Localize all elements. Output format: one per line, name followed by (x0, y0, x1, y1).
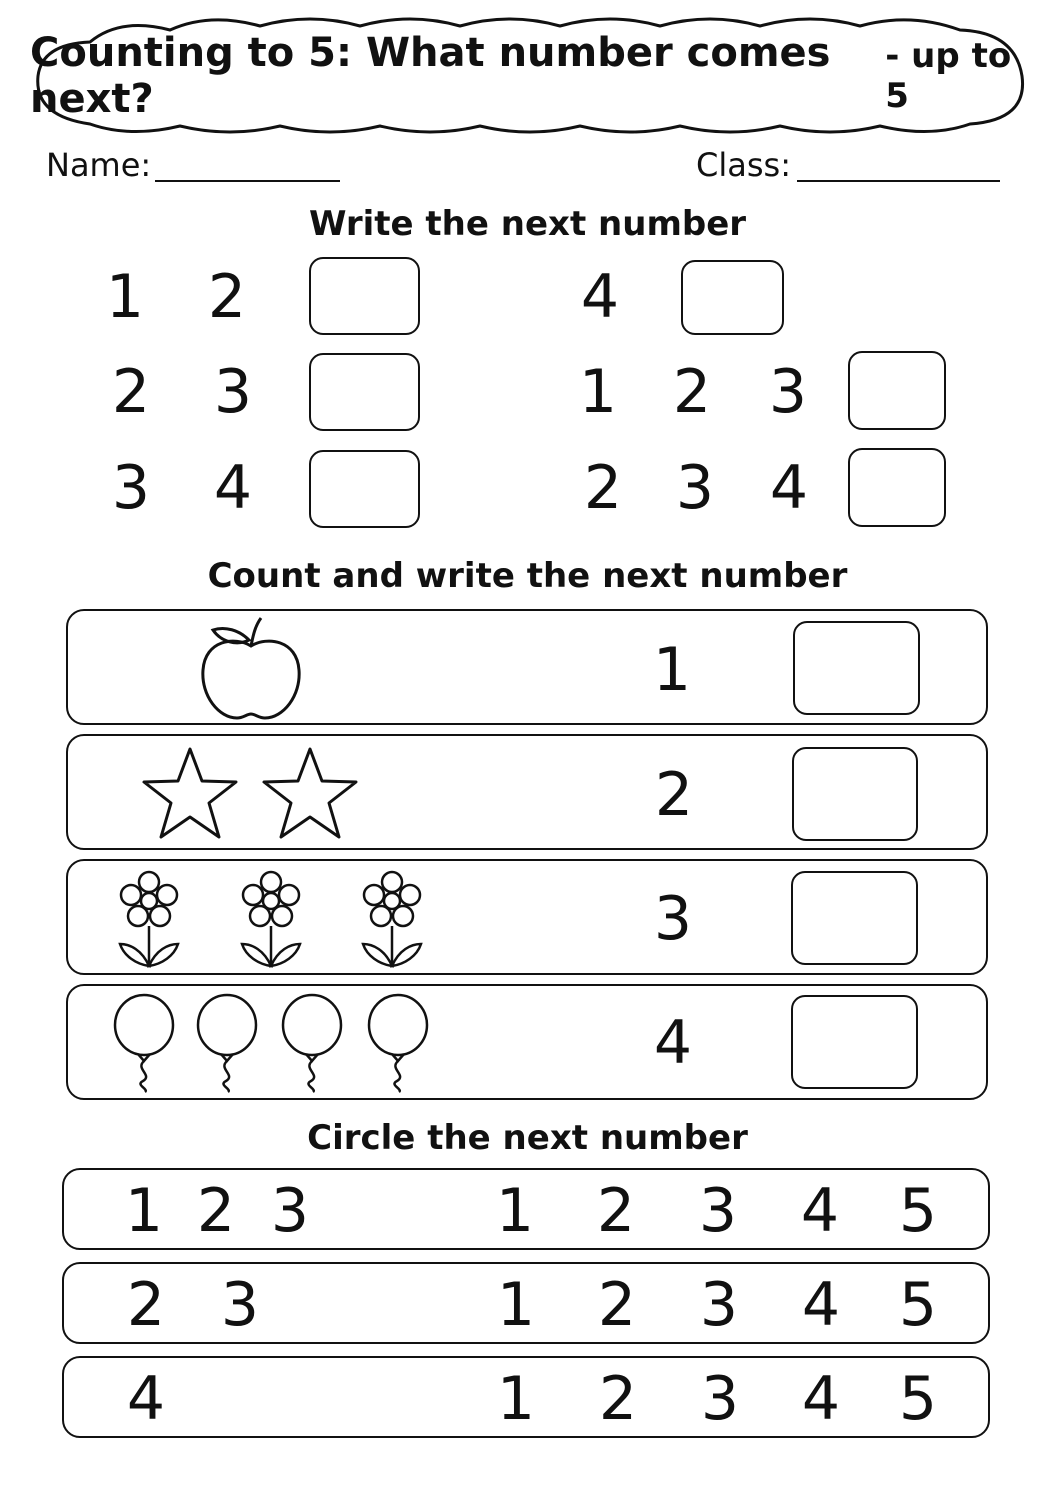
answer-box[interactable] (793, 621, 920, 715)
sequence-number: 2 (126, 1270, 166, 1340)
sequence-number: 4 (213, 453, 253, 523)
class-label: Class: (696, 146, 791, 184)
sequence-number: 3 (270, 1176, 310, 1246)
sequence-number: 2 (111, 357, 151, 427)
sequence-number: 2 (672, 357, 712, 427)
choice-number[interactable]: 2 (597, 1270, 637, 1340)
choice-number[interactable]: 3 (700, 1364, 740, 1434)
balloon-icon (111, 993, 177, 1093)
choice-number[interactable]: 5 (898, 1364, 938, 1434)
sequence-number: 2 (583, 453, 623, 523)
flower-icon (114, 868, 184, 970)
sequence-number: 3 (213, 357, 253, 427)
star-icon (140, 745, 240, 841)
sequence-number: 1 (578, 357, 618, 427)
sequence-number: 3 (768, 357, 808, 427)
title-block (30, 12, 1030, 140)
sequence-number: 4 (769, 453, 809, 523)
page-subtitle: - up to 5 (885, 36, 1012, 116)
class-field[interactable] (797, 180, 1000, 182)
page-title: Counting to 5: What number comes next? (30, 30, 831, 122)
choice-number[interactable]: 2 (598, 1364, 638, 1434)
count-number: 2 (654, 760, 694, 830)
sequence-number: 3 (675, 453, 715, 523)
choice-number[interactable]: 5 (898, 1270, 938, 1340)
count-number: 3 (653, 884, 693, 954)
sequence-number: 2 (196, 1176, 236, 1246)
flower-icon (357, 868, 427, 970)
sequence-number: 2 (207, 262, 247, 332)
answer-box[interactable] (309, 450, 420, 528)
sequence-number: 3 (220, 1270, 260, 1340)
sequence-number: 1 (105, 262, 145, 332)
balloon-icon (365, 993, 431, 1093)
choice-number[interactable]: 4 (801, 1270, 841, 1340)
choice-number[interactable]: 4 (800, 1176, 840, 1246)
answer-box[interactable] (681, 260, 784, 335)
sequence-number: 1 (124, 1176, 164, 1246)
answer-box[interactable] (848, 448, 946, 527)
count-number: 4 (653, 1008, 693, 1078)
star-icon (260, 745, 360, 841)
flower-icon (236, 868, 306, 970)
choice-number[interactable]: 1 (495, 1176, 535, 1246)
answer-box[interactable] (848, 351, 946, 430)
answer-box[interactable] (792, 747, 918, 841)
answer-box[interactable] (791, 995, 918, 1089)
section-heading-circle-next: Circle the next number (307, 1118, 748, 1158)
sequence-number: 4 (580, 262, 620, 332)
name-field[interactable] (155, 180, 340, 182)
answer-box[interactable] (309, 257, 420, 335)
choice-number[interactable]: 1 (496, 1364, 536, 1434)
section-heading-write-next: Write the next number (308, 204, 747, 244)
balloon-icon (279, 993, 345, 1093)
apple-icon (199, 612, 303, 722)
choice-number[interactable]: 2 (596, 1176, 636, 1246)
section-heading-count-write: Count and write the next number (207, 556, 848, 596)
answer-box[interactable] (791, 871, 918, 965)
count-number: 1 (652, 635, 692, 705)
sequence-number: 3 (111, 453, 151, 523)
answer-box[interactable] (309, 353, 420, 431)
choice-number[interactable]: 1 (496, 1270, 536, 1340)
name-label: Name: (46, 146, 152, 184)
choice-number[interactable]: 3 (698, 1176, 738, 1246)
choice-number[interactable]: 5 (898, 1176, 938, 1246)
sequence-number: 4 (126, 1364, 166, 1434)
choice-number[interactable]: 4 (801, 1364, 841, 1434)
choice-number[interactable]: 3 (699, 1270, 739, 1340)
balloon-icon (194, 993, 260, 1093)
